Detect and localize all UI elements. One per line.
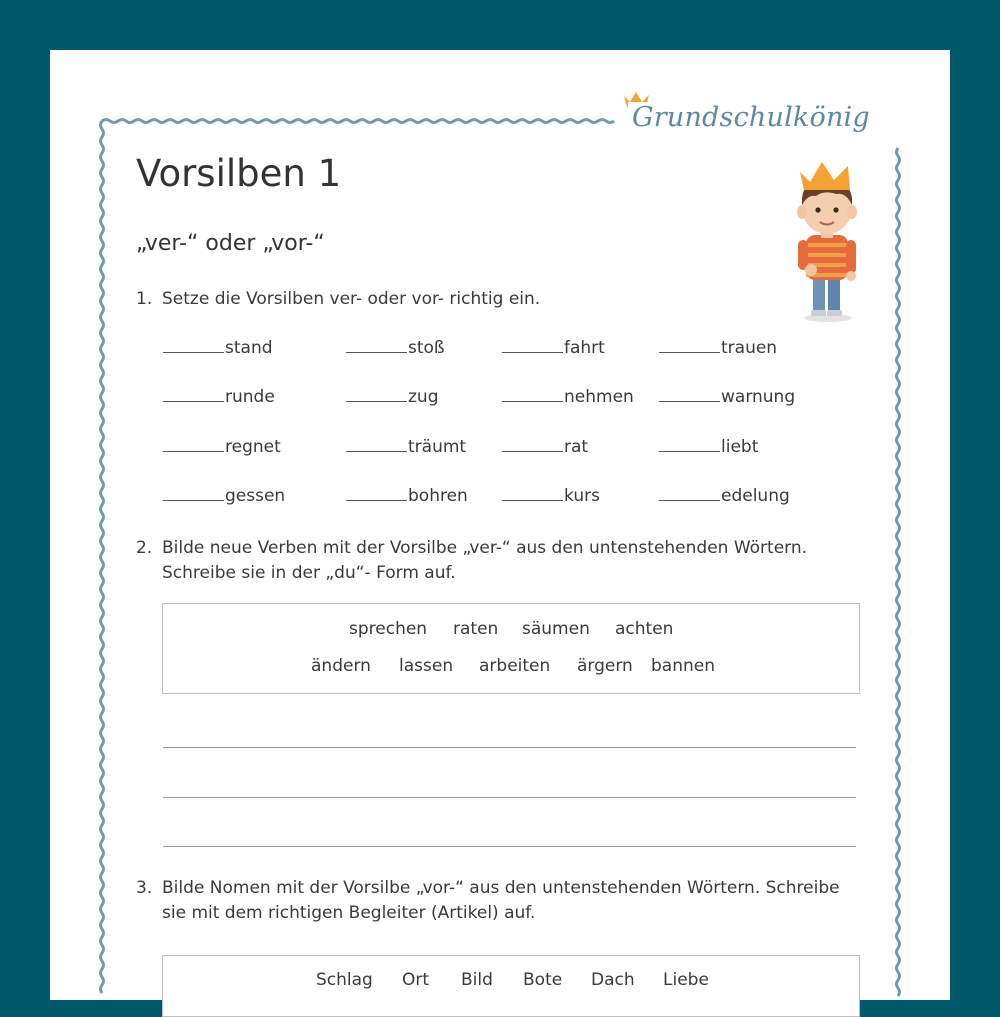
- blank-line[interactable]: [346, 387, 407, 402]
- blank-line[interactable]: [163, 338, 224, 353]
- task-3-word-box: [162, 955, 860, 1017]
- subtitle: „ver-“ oder „vor-“: [136, 231, 325, 256]
- blank-word-item: [502, 387, 634, 407]
- brand-logo-text: Grundschulkönig: [628, 102, 874, 133]
- task-1-text: Setze die Vorsilben ver- oder vor- richtig ein.: [162, 289, 541, 309]
- blank-line[interactable]: [502, 338, 563, 353]
- task-2-number: 2.: [136, 538, 153, 558]
- word-stem: liebt: [721, 437, 759, 457]
- blank-word-item: [502, 486, 600, 506]
- blank-word-item: [502, 437, 588, 457]
- blank-word-item: [163, 486, 285, 506]
- word-chip: ändern: [311, 656, 371, 676]
- task-3-instruction: [136, 876, 840, 926]
- word-stem: stoß: [408, 338, 445, 358]
- word-stem: stand: [225, 338, 273, 358]
- word-stem: runde: [225, 387, 275, 407]
- word-chip: raten: [453, 619, 499, 639]
- word-chip: Bote: [523, 970, 563, 990]
- task-3-text-line1: Bilde Nomen mit der Vorsilbe „vor-“ aus den untenstehenden Wörtern. Schreibe: [162, 878, 840, 898]
- blank-line[interactable]: [502, 486, 563, 501]
- word-chip: bannen: [651, 656, 715, 676]
- word-stem: rat: [564, 437, 589, 457]
- word-chip: Dach: [591, 970, 635, 990]
- blank-line[interactable]: [659, 387, 720, 402]
- blank-word-item: [659, 338, 777, 358]
- blank-word-item: [502, 338, 605, 358]
- blank-line[interactable]: [163, 486, 224, 501]
- task-2-text-line1: Bilde neue Verben mit der Vorsilbe „ver-“ aus den untenstehenden Wörtern.: [162, 538, 808, 558]
- blank-word-item: [346, 437, 466, 457]
- word-chip: Ort: [402, 970, 430, 990]
- task-1-instruction: [136, 287, 540, 312]
- word-chip: sprechen: [349, 619, 428, 639]
- word-chip: ärgern: [577, 656, 633, 676]
- blank-line[interactable]: [346, 338, 407, 353]
- blank-word-item: [346, 338, 445, 358]
- answer-line[interactable]: [163, 797, 856, 798]
- word-chip: lassen: [399, 656, 454, 676]
- task-1-number: 1.: [136, 289, 153, 309]
- blank-word-item: [659, 437, 758, 457]
- task-2-word-box: [162, 603, 860, 694]
- blank-line[interactable]: [659, 437, 720, 452]
- blank-line[interactable]: [346, 437, 407, 452]
- word-stem: kurs: [564, 486, 600, 506]
- blank-line[interactable]: [659, 486, 720, 501]
- blank-word-item: [163, 437, 281, 457]
- word-stem: nehmen: [564, 387, 634, 407]
- task-3-text-line2: sie mit dem richtigen Begleiter (Artikel) auf.: [162, 903, 536, 923]
- word-stem: trauen: [721, 338, 778, 358]
- answer-line[interactable]: [163, 846, 856, 847]
- word-chip: achten: [615, 619, 674, 639]
- blank-line[interactable]: [502, 437, 563, 452]
- word-stem: fahrt: [564, 338, 605, 358]
- blank-word-item: [346, 387, 439, 407]
- word-stem: edelung: [721, 486, 790, 506]
- word-stem: warnung: [721, 387, 796, 407]
- word-chip: Bild: [461, 970, 493, 990]
- worksheet: [50, 50, 950, 1000]
- blank-line[interactable]: [346, 486, 407, 501]
- task-2-instruction: [136, 536, 807, 586]
- word-chip: Liebe: [663, 970, 709, 990]
- blank-word-item: [163, 387, 275, 407]
- task-2-text-line2: Schreibe sie in der „du“- Form auf.: [162, 563, 456, 583]
- task-3-number: 3.: [136, 878, 153, 898]
- word-chip: säumen: [522, 619, 590, 639]
- word-stem: regnet: [225, 437, 281, 457]
- boy-with-crown-illustration: [778, 150, 888, 325]
- page-title: Vorsilben 1: [136, 152, 342, 195]
- blank-line[interactable]: [163, 387, 224, 402]
- word-stem: träumt: [408, 437, 467, 457]
- word-stem: gessen: [225, 486, 286, 506]
- answer-line[interactable]: [163, 747, 856, 748]
- blank-word-item: [659, 486, 790, 506]
- word-stem: bohren: [408, 486, 468, 506]
- blank-word-item: [346, 486, 468, 506]
- word-chip: Schlag: [316, 970, 373, 990]
- word-chip: arbeiten: [479, 656, 551, 676]
- word-stem: zug: [408, 387, 439, 407]
- blank-word-item: [659, 387, 795, 407]
- blank-line[interactable]: [163, 437, 224, 452]
- blank-line[interactable]: [502, 387, 563, 402]
- blank-word-item: [163, 338, 273, 358]
- blank-line[interactable]: [659, 338, 720, 353]
